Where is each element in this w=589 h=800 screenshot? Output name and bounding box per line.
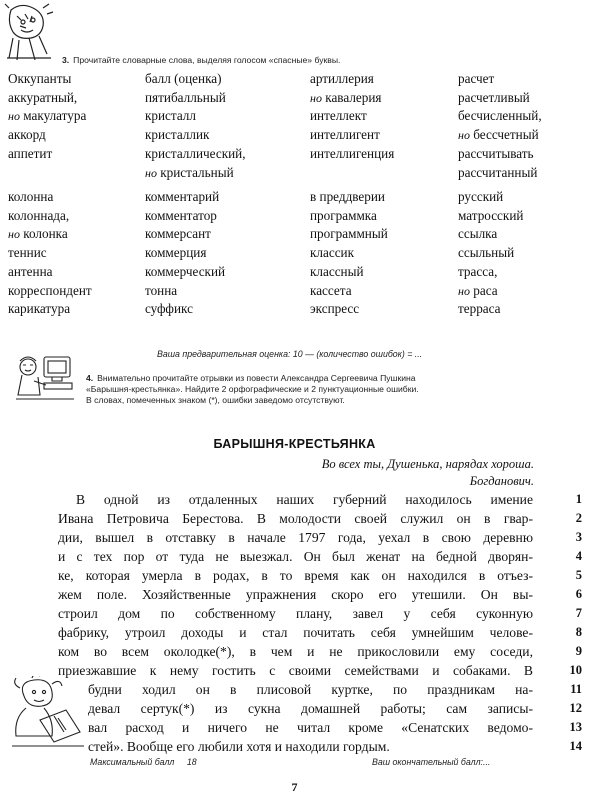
vocab-word: интеллигенция <box>310 145 395 161</box>
task-text-line: «Барышня-крестьянка». Найдите 2 орфографические и 2 пунктуационные ошибки. <box>86 384 419 394</box>
vocab-word: но кавалерия <box>310 89 382 105</box>
vocab-word: но бессчетный <box>458 127 539 143</box>
epigraph <box>322 456 534 490</box>
vocab-word: артиллерия <box>310 71 374 86</box>
vocab-word: но макулатура <box>8 108 87 124</box>
text-line: дии, вышел в отставку в начале 1797 года, уехал в свою деревню <box>58 530 533 545</box>
contrast-marker: но <box>8 109 20 124</box>
vocab-word: классный <box>310 263 364 279</box>
vocab-word: Оккупанты <box>8 71 72 86</box>
text-line: Ивана Петровича Берестова. В молодости своей служил он в гвар- <box>58 511 533 526</box>
contrast-marker: но <box>145 165 157 180</box>
vocab-column <box>458 70 542 182</box>
vocab-column <box>458 188 523 319</box>
vocab-word: ссыльный <box>458 245 515 261</box>
line-number: 2 <box>575 511 582 525</box>
preliminary-score-line: Ваша предварительная оценка: 10 — (количество ошибок) = ... <box>157 349 423 359</box>
vocab-word: кристаллический, <box>145 145 246 161</box>
text-line: и с тех пор от туда не выезжал. Он был женат на бедной дворян- <box>58 549 533 564</box>
vocab-column <box>310 70 394 164</box>
line-number: 9 <box>575 644 582 658</box>
text-line: ке, которая умерла в родах, в то время как он находился в отъез- <box>58 568 533 583</box>
vocab-column <box>310 188 388 319</box>
task-text: Прочитайте словарные слова, выделяя голосом «спасные» буквы. <box>73 55 341 65</box>
vocab-word: матросский <box>458 207 524 223</box>
vocab-word: терраса <box>458 301 501 317</box>
line-number: 13 <box>569 720 582 734</box>
vocab-word: коммерсант <box>145 226 211 242</box>
vocab-column <box>8 188 92 319</box>
vocab-word: но кристальный <box>145 164 234 180</box>
text-line: будни ходил он в плисовой куртке, по праздникам на- <box>88 682 533 697</box>
max-score <box>90 757 197 767</box>
vocab-word: в преддверии <box>310 189 385 204</box>
text-line: приезжавшие к нему гостить с своими семействами и собаками. В <box>58 663 533 678</box>
vocab-word: ссылка <box>458 226 498 242</box>
line-number: 10 <box>569 663 582 677</box>
task-number: 3. <box>62 55 70 65</box>
contrast-marker: но <box>310 90 322 105</box>
vocab-word: кристаллик <box>145 127 210 143</box>
line-number: 6 <box>575 587 582 601</box>
task-text-line: В словах, помеченных знаком (*), ошибки заведомо отсутствуют. <box>86 395 345 405</box>
line-number: 5 <box>575 568 582 582</box>
vocab-word: программка <box>310 207 377 223</box>
text-line: ком во всем околодке(*), в чем и не прикословили ему соседи, <box>58 644 533 659</box>
line-number: 7 <box>575 606 582 620</box>
contrast-marker: но <box>8 227 20 242</box>
text-line: жем поле. Хозяйственные упражнения скоро его утешили. Он вы- <box>58 587 533 602</box>
page-number: 7 <box>291 780 298 794</box>
text-line: вал расход и ничего не читал кроме «Сенатских ведомо- <box>88 720 533 735</box>
vocab-word: коммерция <box>145 245 207 261</box>
vocab-word: колоннада, <box>8 207 70 223</box>
line-number: 1 <box>575 492 582 506</box>
final-score: Ваш окончательный балл:... <box>372 757 491 767</box>
vocab-word: расчетливый <box>458 89 530 105</box>
task-text-line: Внимательно прочитайте отрывки из повести Александра Сергеевича Пушкина <box>97 373 416 383</box>
vocab-word: интеллект <box>310 108 367 124</box>
story-paragraph <box>58 490 533 680</box>
contrast-marker: но <box>458 283 470 298</box>
line-number: 14 <box>569 739 582 753</box>
vocab-word: теннис <box>8 245 47 261</box>
vocab-word: балл (оценка) <box>145 71 222 86</box>
text-line: строил дом по собственному плану, завел у себя суконную <box>58 606 533 621</box>
vocab-word: кристалл <box>145 108 196 124</box>
vocab-column <box>8 70 86 164</box>
vocab-word: колонна <box>8 189 54 204</box>
vocab-column <box>145 70 246 182</box>
vocab-word: кассета <box>310 282 352 298</box>
vocab-word: рассчитанный <box>458 164 538 180</box>
vocab-word: русский <box>458 189 504 204</box>
vocab-word: аппетит <box>8 145 53 161</box>
line-number: 4 <box>575 549 582 563</box>
line-number: 11 <box>570 682 582 696</box>
vocab-word: интеллигент <box>310 127 380 143</box>
task-4-instruction <box>86 373 419 406</box>
text-line: фабрику, утроил доходы и стал почитать себя умнейшим челове- <box>58 625 533 640</box>
vocab-word: коммерческий <box>145 263 226 279</box>
task-3-instruction <box>62 55 340 66</box>
story-title: БАРЫШНЯ-КРЕСТЬЯНКА <box>213 437 376 451</box>
vocab-word: но раса <box>458 282 498 298</box>
vocab-word: трасса, <box>458 263 498 279</box>
epigraph-text: Во всех ты, Душенька, нарядах хороша. <box>321 457 534 471</box>
reading-child-illustration-icon <box>10 676 88 752</box>
line-number: 3 <box>575 530 582 544</box>
vocab-word: пятибалльный <box>145 89 226 105</box>
task-number: 4. <box>86 373 94 383</box>
pupil-at-computer-illustration-icon <box>14 353 76 405</box>
vocab-word: тонна <box>145 282 178 298</box>
text-line: В одной из отдаленных наших губерний находилось имение <box>76 492 533 507</box>
vocab-word: аккуратный, <box>8 89 78 105</box>
vocab-word: экспресс <box>310 301 360 317</box>
vocab-word: суффикс <box>145 301 193 317</box>
max-score-label: Максимальный балл <box>90 757 175 767</box>
max-score-value: 18 <box>186 757 197 767</box>
vocab-word: антенна <box>8 263 53 279</box>
line-number: 8 <box>575 625 582 639</box>
vocab-word: карикатура <box>8 301 71 317</box>
line-number: 12 <box>569 701 582 715</box>
epigraph-author: Богданович. <box>469 474 534 488</box>
vocab-column <box>145 188 225 319</box>
vocab-word: рассчитывать <box>458 145 534 161</box>
contrast-marker: но <box>458 128 470 143</box>
vocab-word: корреспондент <box>8 282 92 298</box>
vocab-word: расчет <box>458 71 495 86</box>
text-line: девал сертук(*) из сукна домашней работы; сам записы- <box>88 701 533 716</box>
story-paragraph-continued <box>88 680 533 756</box>
vocab-word: классик <box>310 245 355 261</box>
vocab-word: бесчисленный, <box>458 108 542 124</box>
vocab-word: но колонка <box>8 226 68 242</box>
vocab-word: программный <box>310 226 388 242</box>
vocab-word: комментарий <box>145 189 220 204</box>
scribble-illustration-icon <box>3 2 55 64</box>
vocab-word: комментатор <box>145 207 217 223</box>
vocab-word: аккорд <box>8 127 46 143</box>
text-line: стей». Вообще его любили хотя и находили гордым. <box>88 739 390 754</box>
